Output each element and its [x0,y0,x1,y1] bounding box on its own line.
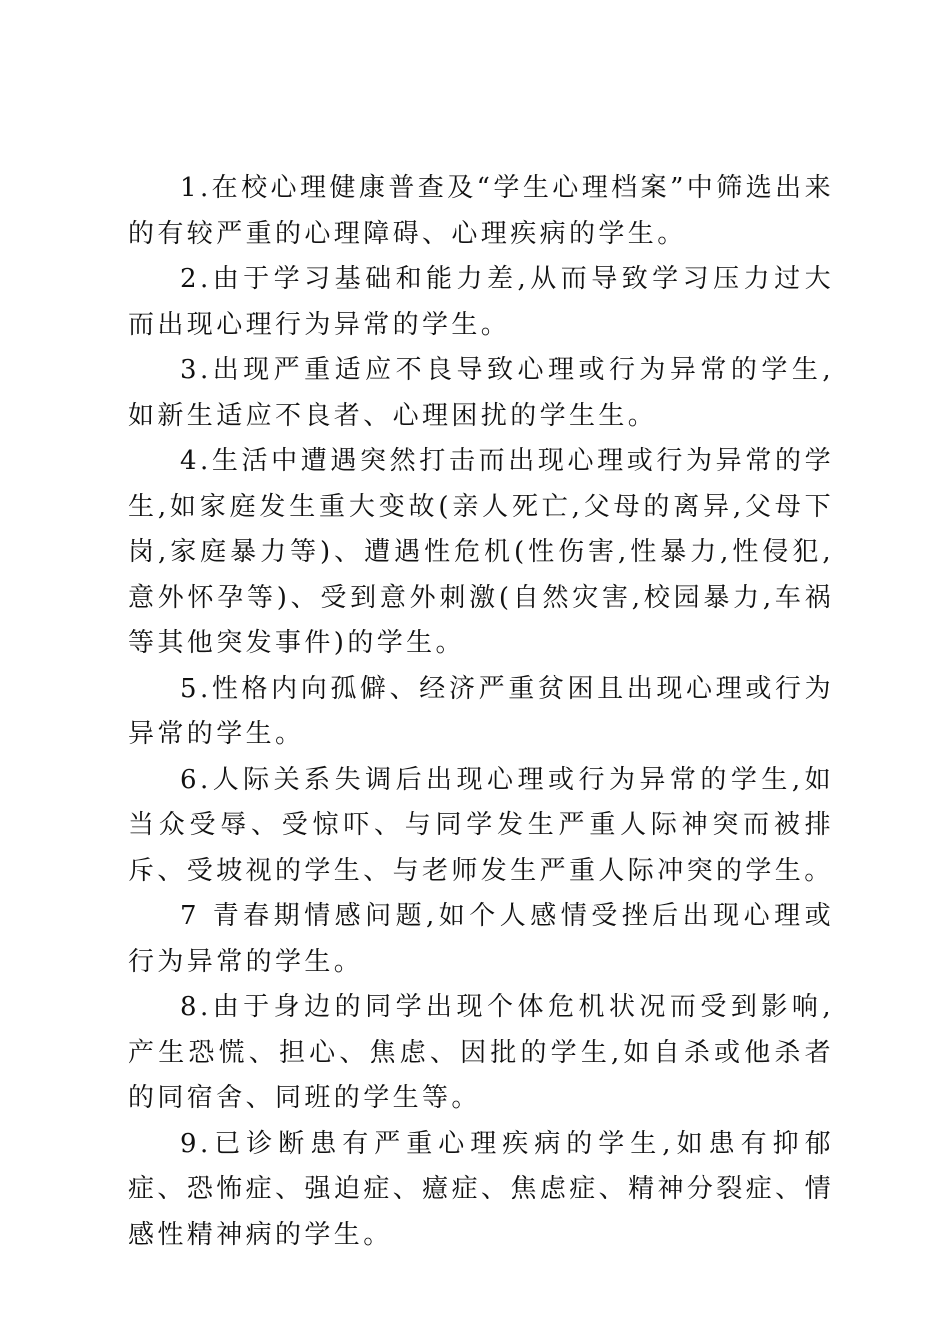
list-item-2: 2.由于学习基础和能力差,从而导致学习压力过大而出现心理行为异常的学生。 [128,264,834,340]
document-body [128,166,834,1258]
list-item-8: 8.由于身边的同学出现个体危机状况而受到影响,产生恐慌、担心、焦虑、因批的学生,如自杀或他杀者的同宿舍、同班的学生等。 [128,992,834,1113]
list-item-1: 1.在校心理健康普查及“学生心理档案”中筛选出来的有较严重的心理障碍、心理疾病的学生。 [128,173,834,249]
list-item-6: 6.人际关系失调后出现心理或行为异常的学生,如当众受辱、受惊吓、与同学发生严重人际神突而被排斥、受坡视的学生、与老师发生严重人际冲突的学生。 [128,764,834,886]
list-item-3: 3.出现严重适应不良导致心理或行为异常的学生,如新生适应不良者、心理困扰的学生生。 [128,355,834,431]
list-item-7: 7 青春期情感问题,如个人感情受挫后出现心理或行为异常的学生。 [128,901,834,977]
list-item-9: 9.已诊断患有严重心理疾病的学生,如患有抑郁症、恐怖症、强迫症、癔症、焦虑症、精神分裂症、情感性精神病的学生。 [128,1128,834,1250]
list-item-5: 5.性格内向孤僻、经济严重贫困且出现心理或行为异常的学生。 [128,673,834,749]
list-item-4: 4.生活中遭遇突然打击而出现心理或行为异常的学生,如家庭发生重大变故(亲人死亡,父母的离异,父母下岗,家庭暴力等)、遭遇性危机(性伤害,性暴力,性侵犯,意外怀孕等)、受到意外刺激(自然灾害,校园暴力,车祸等其他突发事件)的学生。 [128,446,834,658]
